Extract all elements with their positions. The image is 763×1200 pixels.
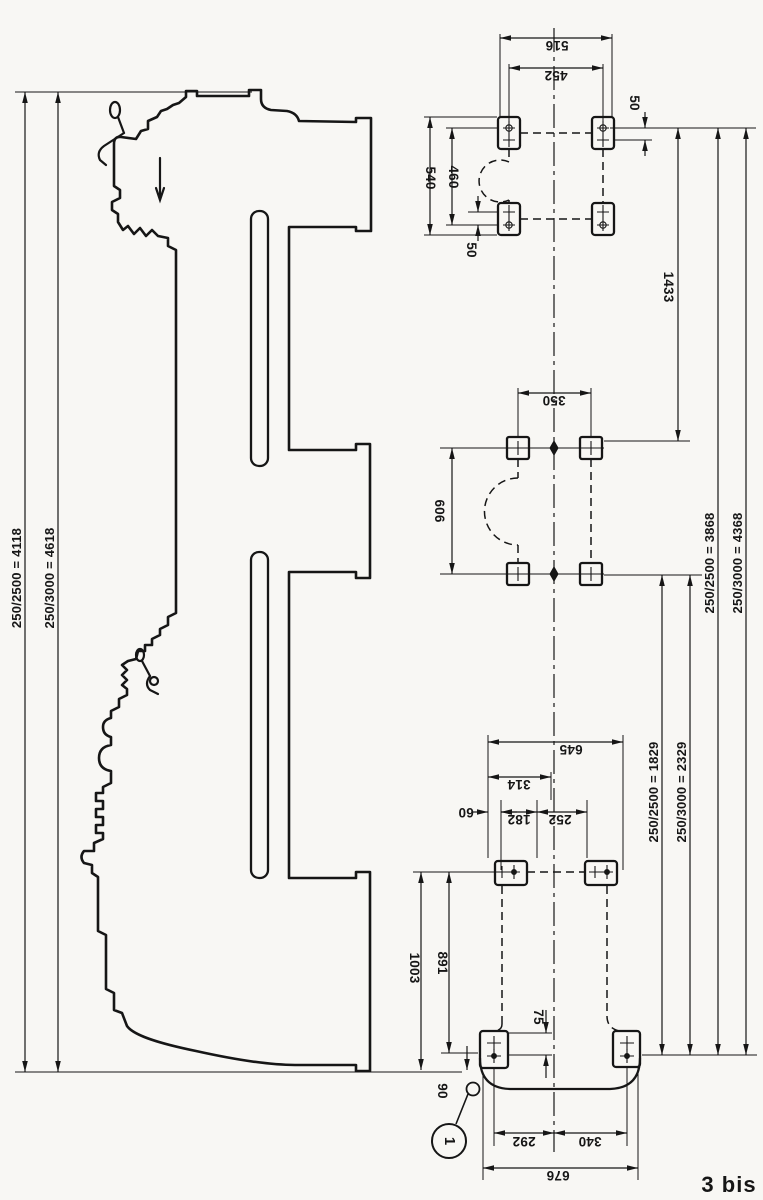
dim-overall-2500-label: 250/2500 = 4118 xyxy=(9,527,24,629)
middle-anchor-group xyxy=(440,388,702,585)
dim-314-label: 314 xyxy=(507,777,531,792)
dim-3868-label: 250/2500 = 3868 xyxy=(702,512,717,614)
extension-lines-top xyxy=(424,34,756,235)
dim-2329-label: 250/3000 = 2329 xyxy=(674,741,689,843)
dim-overall-3000-label: 250/3000 = 4618 xyxy=(42,527,57,629)
machine-end-outline xyxy=(480,1058,640,1089)
top-anchor-group xyxy=(424,34,756,241)
dim-452-label: 452 xyxy=(544,68,568,83)
bottom-anchor-group xyxy=(432,1010,640,1180)
dim-516-label: 516 xyxy=(545,38,569,53)
balloon-leader xyxy=(456,1094,468,1124)
dim-75-label: 75 xyxy=(531,1009,546,1025)
dim-350-label: 350 xyxy=(542,393,566,408)
dashed-contour-lower xyxy=(495,872,619,1031)
dim-606-label: 606 xyxy=(432,499,447,523)
dim-50-bottom-label: 50 xyxy=(464,242,479,258)
extension-lines-middle xyxy=(518,388,702,575)
anchor-pad xyxy=(585,861,617,885)
side-elevation xyxy=(15,90,462,1072)
dim-676-label: 676 xyxy=(546,1168,570,1183)
dim-90-label: 90 xyxy=(435,1083,450,1099)
dim-182-label: 182 xyxy=(507,812,531,827)
dim-460-label: 460 xyxy=(446,165,461,189)
dim-1829-label: 250/2500 = 1829 xyxy=(646,741,661,843)
balloon-number: 1 xyxy=(441,1136,458,1146)
headstock-lever-detail xyxy=(99,102,164,200)
dim-60-label: 60 xyxy=(458,805,474,820)
extension-lines-bottom xyxy=(483,1033,638,1180)
machine-profile-outline xyxy=(82,90,372,1071)
bed-rib-upper xyxy=(251,211,268,466)
dim-540-label: 540 xyxy=(423,166,438,190)
dim-4368-label: 250/3000 = 4368 xyxy=(730,512,745,614)
dim-252-label: 252 xyxy=(548,812,572,827)
bed-rib-lower xyxy=(251,552,268,878)
dimension-lines-middle xyxy=(452,393,591,574)
dim-1433-label: 1433 xyxy=(661,271,676,303)
dashed-contour-middle xyxy=(484,459,591,563)
dim-645-label: 645 xyxy=(559,742,583,757)
balloon-target-circle xyxy=(467,1083,480,1096)
anchor-pad xyxy=(495,861,527,885)
sheet-label: 3 bis xyxy=(701,1172,757,1197)
dim-292-label: 292 xyxy=(512,1134,536,1149)
dimension-lines-top xyxy=(430,38,645,241)
row-reference-lines xyxy=(440,448,604,574)
carriage-lever-detail xyxy=(136,649,158,694)
dim-50-top-label: 50 xyxy=(627,95,642,111)
dim-340-label: 340 xyxy=(578,1134,602,1149)
dim-1003-label: 1003 xyxy=(407,952,422,984)
dim-891-label: 891 xyxy=(435,951,450,975)
